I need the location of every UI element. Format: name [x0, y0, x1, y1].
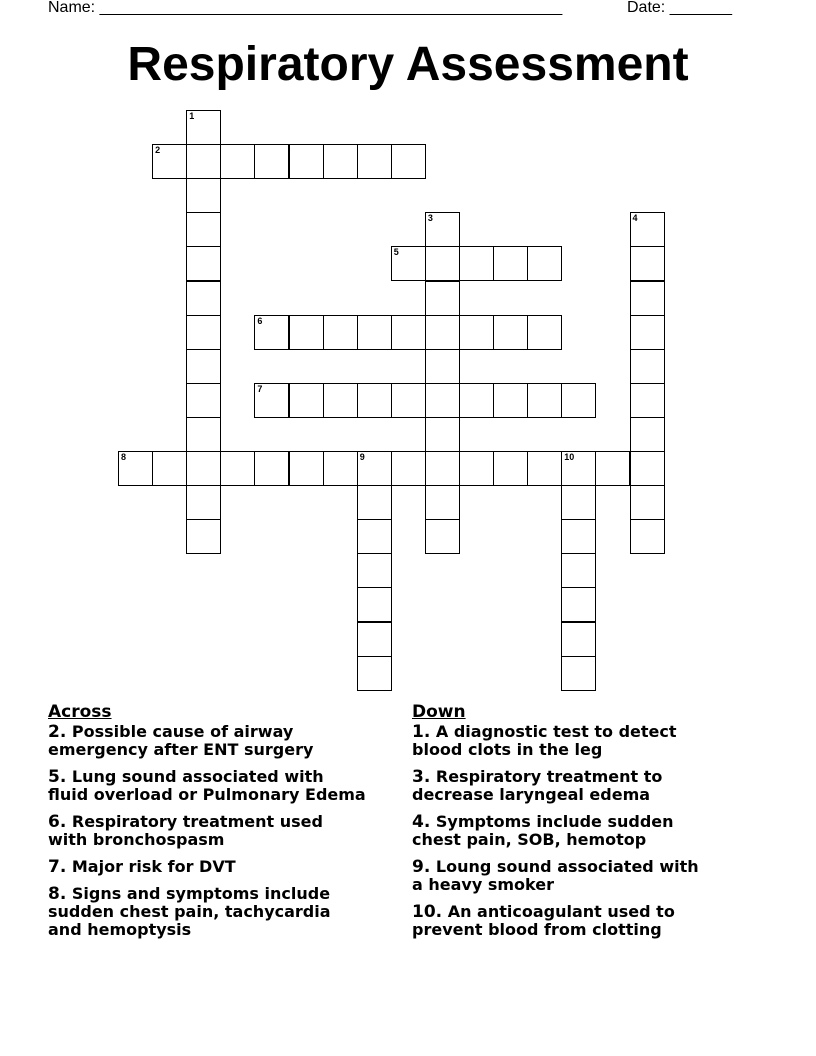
crossword-cell[interactable]	[186, 246, 221, 281]
crossword-cell[interactable]	[391, 315, 426, 350]
crossword-cell[interactable]	[561, 519, 596, 554]
crossword-cell[interactable]	[357, 144, 392, 179]
crossword-cell[interactable]	[391, 451, 426, 486]
clue-number: 10.	[412, 902, 443, 922]
crossword-cell[interactable]	[186, 417, 221, 452]
across-clues	[48, 701, 408, 948]
clue-text-line2: fluid overload or Pulmonary Edema	[48, 785, 366, 804]
down-clue-10	[412, 903, 772, 939]
crossword-cell[interactable]	[425, 246, 460, 281]
crossword-cell[interactable]	[493, 383, 528, 418]
crossword-cell[interactable]	[493, 451, 528, 486]
crossword-cell[interactable]	[561, 553, 596, 588]
crossword-cell[interactable]	[527, 383, 562, 418]
crossword-cell[interactable]	[186, 383, 221, 418]
crossword-cell[interactable]	[425, 281, 460, 316]
across-clue-2	[48, 723, 408, 759]
clue-text-line2: emergency after ENT surgery	[48, 740, 314, 759]
crossword-cell[interactable]	[323, 383, 358, 418]
clue-number: 7.	[48, 857, 67, 877]
crossword-cell[interactable]	[527, 246, 562, 281]
crossword-cell[interactable]	[152, 144, 187, 179]
crossword-cell[interactable]	[186, 519, 221, 554]
crossword-cell[interactable]	[459, 246, 494, 281]
crossword-cell[interactable]	[118, 451, 153, 486]
across-clue-6	[48, 813, 408, 849]
clue-text-line2: blood clots in the leg	[412, 740, 603, 759]
name-field-label: Name: ____________________________________________________	[48, 0, 563, 16]
crossword-cell[interactable]	[323, 315, 358, 350]
crossword-cell[interactable]	[220, 144, 255, 179]
down-clue-9	[412, 858, 772, 894]
crossword-cell[interactable]	[357, 315, 392, 350]
crossword-cell[interactable]	[527, 451, 562, 486]
crossword-cell[interactable]	[630, 212, 665, 247]
crossword-cell[interactable]	[254, 383, 289, 418]
crossword-cell[interactable]	[254, 144, 289, 179]
crossword-cell[interactable]	[220, 451, 255, 486]
crossword-cell[interactable]	[425, 212, 460, 247]
crossword-cell[interactable]	[425, 485, 460, 520]
crossword-cell[interactable]	[527, 315, 562, 350]
crossword-cell[interactable]	[425, 383, 460, 418]
crossword-cell[interactable]	[357, 656, 392, 691]
crossword-cell[interactable]	[561, 485, 596, 520]
across-clue-5	[48, 768, 408, 804]
clue-text-line2: decrease laryngeal edema	[412, 785, 651, 804]
clue-number-label: 8	[121, 452, 127, 462]
crossword-cell[interactable]	[357, 383, 392, 418]
crossword-cell[interactable]	[357, 622, 392, 657]
clue-number-label: 9	[359, 452, 365, 462]
crossword-cell[interactable]	[630, 451, 665, 486]
crossword-cell[interactable]	[289, 315, 324, 350]
crossword-cell[interactable]	[425, 519, 460, 554]
clue-text: Respiratory treatment used	[71, 812, 323, 831]
crossword-cell[interactable]	[630, 281, 665, 316]
clue-text-line2: sudden chest pain, tachycardia	[48, 902, 331, 921]
down-clue-3	[412, 768, 772, 804]
down-heading: Down	[412, 702, 466, 722]
crossword-cell[interactable]	[595, 451, 630, 486]
across-clue-8	[48, 885, 408, 939]
clue-number-label: 10	[564, 452, 575, 462]
crossword-cell[interactable]	[186, 212, 221, 247]
clue-number: 1.	[412, 722, 431, 742]
clue-number-label: 1	[189, 111, 195, 121]
crossword-cell[interactable]	[561, 587, 596, 622]
crossword-cell[interactable]	[357, 485, 392, 520]
clue-number: 3.	[412, 767, 431, 787]
clue-number: 8.	[48, 884, 67, 904]
crossword-cell[interactable]	[630, 349, 665, 384]
clue-text-line2: a heavy smoker	[412, 875, 554, 894]
crossword-cell[interactable]	[289, 451, 324, 486]
clue-text: Signs and symptoms include	[71, 884, 331, 903]
clue-text-line2: chest pain, SOB, hemotop	[412, 830, 647, 849]
crossword-cell[interactable]	[152, 451, 187, 486]
clue-number: 5.	[48, 767, 67, 787]
across-clue-7	[48, 858, 408, 876]
crossword-cell[interactable]	[289, 144, 324, 179]
crossword-cell[interactable]	[357, 553, 392, 588]
crossword-cell[interactable]	[186, 451, 221, 486]
crossword-cell[interactable]	[323, 451, 358, 486]
clue-number: 9.	[412, 857, 431, 877]
down-clues	[412, 701, 772, 948]
crossword-cell[interactable]	[357, 451, 392, 486]
crossword-cell[interactable]	[630, 246, 665, 281]
crossword-cell[interactable]	[186, 110, 221, 145]
crossword-cell[interactable]	[391, 383, 426, 418]
clue-text: Loung sound associated with	[435, 857, 699, 876]
clue-text: Major risk for DVT	[71, 857, 236, 876]
clue-number: 6.	[48, 812, 67, 832]
crossword-cell[interactable]	[186, 144, 221, 179]
down-clue-1	[412, 723, 772, 759]
crossword-cell[interactable]	[186, 281, 221, 316]
across-heading: Across	[48, 702, 112, 722]
crossword-cell[interactable]	[561, 622, 596, 657]
down-clue-4	[412, 813, 772, 849]
clue-number-label: 4	[632, 213, 638, 224]
clue-text: A diagnostic test to detect	[435, 722, 677, 741]
clue-number-label: 7	[257, 383, 263, 394]
crossword-cell[interactable]	[254, 315, 289, 350]
crossword-cell[interactable]	[186, 485, 221, 520]
crossword-cell[interactable]	[254, 451, 289, 486]
crossword-cell[interactable]	[493, 246, 528, 281]
crossword-cell[interactable]	[561, 656, 596, 691]
crossword-cell[interactable]	[391, 246, 426, 281]
clue-number-label: 3	[427, 213, 433, 224]
crossword-cell[interactable]	[425, 451, 460, 486]
crossword-cell[interactable]	[425, 417, 460, 452]
crossword-cell[interactable]	[459, 315, 494, 350]
crossword-cell[interactable]	[630, 485, 665, 520]
crossword-cell[interactable]	[630, 519, 665, 554]
clue-number: 4.	[412, 812, 431, 832]
crossword-cell[interactable]	[357, 587, 392, 622]
clue-number: 2.	[48, 722, 67, 742]
clue-text-line2: prevent blood from clotting	[412, 920, 662, 939]
crossword-cell[interactable]	[425, 315, 460, 350]
clue-text: Lung sound associated with	[71, 767, 324, 786]
crossword-cell[interactable]	[459, 451, 494, 486]
page-title: Respiratory Assessment	[127, 38, 689, 91]
crossword-cell[interactable]	[391, 144, 426, 179]
crossword-cell[interactable]	[561, 383, 596, 418]
clue-text-line3: and hemoptysis	[48, 920, 192, 939]
crossword-cell[interactable]	[289, 383, 324, 418]
crossword-cell[interactable]	[323, 144, 358, 179]
crossword-cell[interactable]	[459, 383, 494, 418]
crossword-cell[interactable]	[493, 315, 528, 350]
crossword-cell[interactable]	[186, 349, 221, 384]
crossword-cell[interactable]	[561, 451, 596, 486]
crossword-cell[interactable]	[186, 315, 221, 350]
crossword-cell[interactable]	[186, 178, 221, 213]
clue-text: Symptoms include sudden	[435, 812, 674, 831]
clue-number-label: 2	[155, 145, 161, 156]
clue-text: Possible cause of airway	[71, 722, 294, 741]
crossword-cell[interactable]	[357, 519, 392, 554]
crossword-cell[interactable]	[425, 349, 460, 384]
clue-text: An anticoagulant used to	[447, 902, 675, 921]
crossword-cell[interactable]	[630, 417, 665, 452]
date-field-label: Date: _______	[627, 0, 732, 16]
clue-text: Respiratory treatment to	[435, 767, 663, 786]
clue-text-line2: with bronchospasm	[48, 830, 225, 849]
clue-number-label: 6	[257, 315, 263, 326]
clue-number-label: 5	[393, 247, 399, 258]
crossword-cell[interactable]	[630, 315, 665, 350]
crossword-cell[interactable]	[630, 383, 665, 418]
